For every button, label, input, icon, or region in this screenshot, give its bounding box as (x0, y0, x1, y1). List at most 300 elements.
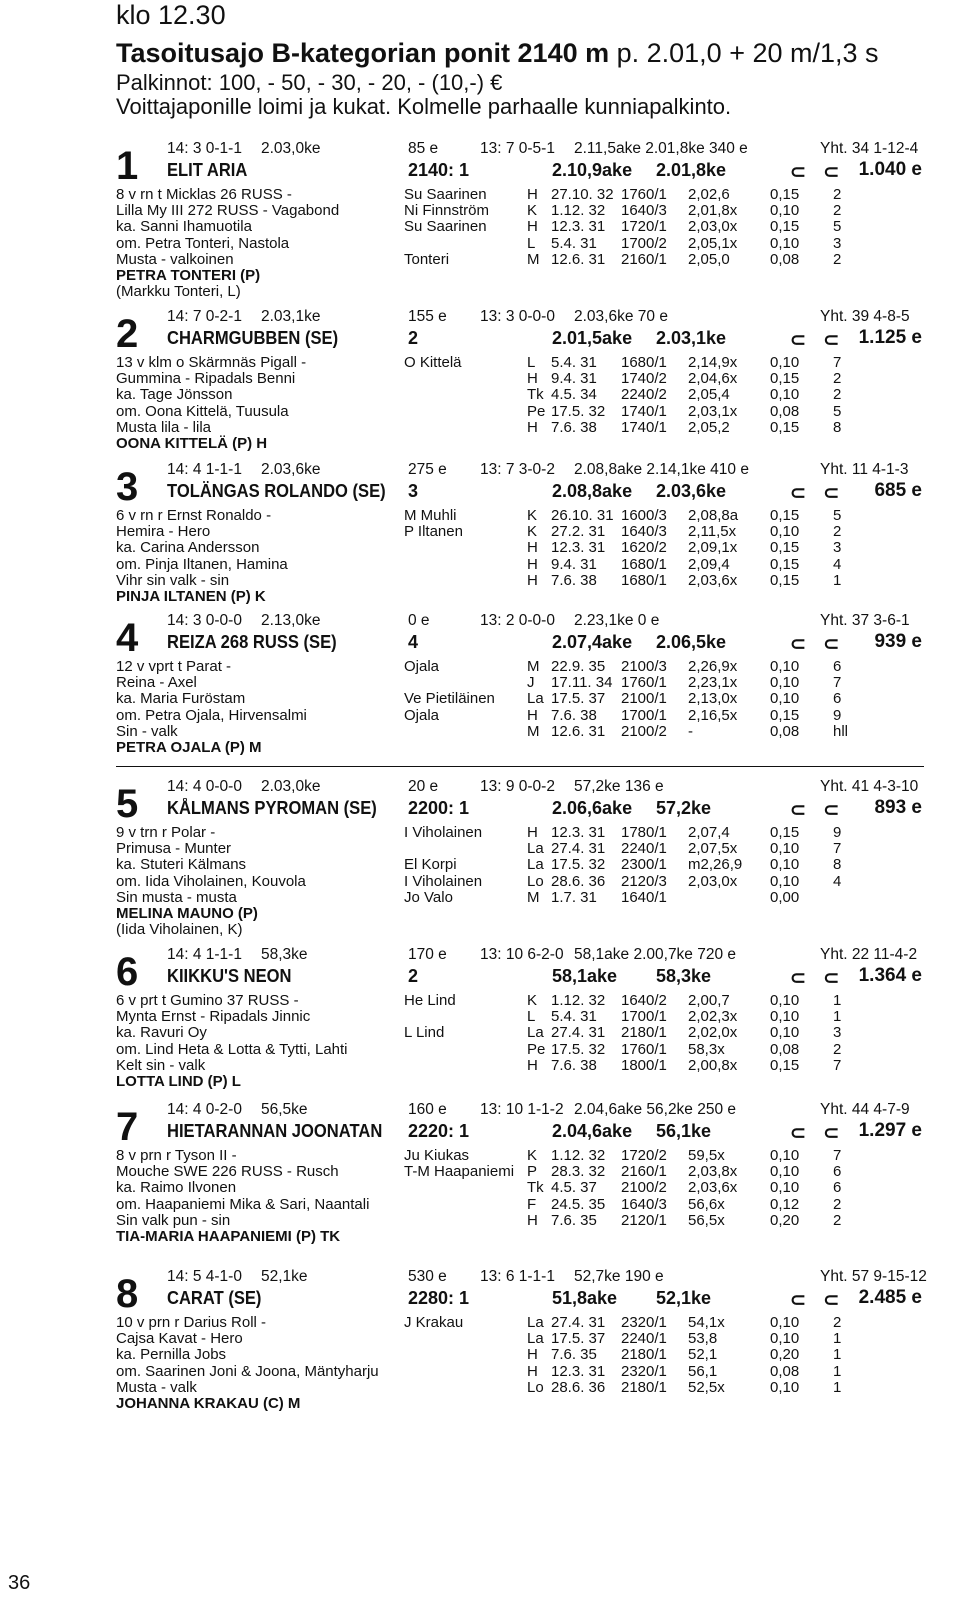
start-cell: H (527, 186, 538, 203)
horse-name: CARAT (SE) (167, 1288, 262, 1308)
table-row (116, 993, 916, 1009)
stats-field: Yht. 22 11-4-2 (820, 946, 918, 963)
table-row (116, 906, 916, 922)
handicap: 2140: 1 (408, 160, 470, 180)
start-cell: 2,00,7 (688, 992, 730, 1009)
info-cell: Gummina - Ripadals Benni (116, 370, 296, 388)
start-cell: 2,16,5x (688, 706, 738, 724)
table-row (116, 187, 916, 203)
stats-field: 52,7ke 190 e (574, 1268, 664, 1285)
start-cell: H (527, 1346, 538, 1364)
info-cell: om. Iida Viholainen, Kouvola (116, 872, 306, 890)
start-cell: 28.3. 32 (551, 1163, 606, 1181)
start-cell: 58,3x (688, 1040, 725, 1058)
stats-field: 14: 4 1-1-1 (167, 946, 242, 963)
info-cell: 10 v prn r Darius Roll - (116, 1314, 267, 1331)
start-cell: 17.5. 32 (551, 856, 606, 874)
stats-field: 2.03,6ke (261, 461, 321, 478)
start-cell: 27.2. 31 (551, 523, 606, 541)
start-cell: 2 (833, 186, 842, 203)
start-cell: H (527, 539, 538, 557)
start-cell: 27.4. 31 (551, 1314, 606, 1331)
start-cell: 2,05,1x (688, 234, 738, 252)
start-cell: 1640/2 (621, 992, 667, 1009)
start-cell: Ni Finnström (404, 202, 490, 220)
start-cell: K (527, 202, 538, 220)
start-cell: 2100/1 (621, 690, 667, 708)
start-cell: I Viholainen (404, 872, 483, 890)
start-number: 2 (116, 312, 139, 356)
info-cell: 9 v trn r Polar - (116, 824, 216, 841)
start-cell: 17.11. 34 (551, 674, 613, 692)
start-cell: 0,15 (770, 507, 800, 524)
info-cell: ka. Tage Jönsson (116, 386, 233, 404)
best-time-auto: 2.07,4ake (552, 632, 633, 652)
table-row (116, 268, 916, 284)
start-cell: 0,08 (770, 402, 800, 420)
horse-name: KIIKKU'S NEON (167, 966, 292, 986)
info-cell: ka. Maria Furöstam (116, 690, 246, 708)
info-cell: PETRA OJALA (P) M (116, 738, 262, 756)
start-cell: 0,15 (770, 706, 800, 724)
details-table (116, 659, 916, 756)
start-cell: 5.4. 31 (551, 1008, 597, 1026)
start-cell: L (527, 1008, 536, 1026)
start-cell: 12.6. 31 (551, 722, 606, 740)
info-cell: Hemira - Hero (116, 523, 211, 541)
table-row (116, 1164, 916, 1180)
stats-field: 2.13,0ke (261, 612, 321, 629)
info-cell: 8 v prn r Tyson II - (116, 1147, 237, 1164)
stats-field: 56,5ke (261, 1101, 308, 1118)
start-cell: 22.9. 35 (551, 658, 606, 675)
table-row (116, 659, 916, 675)
stats-field: 2.23,1ke 0 e (574, 612, 660, 629)
start-cell: 0,20 (770, 1211, 800, 1229)
table-row (116, 252, 916, 268)
info-cell: ka. Carina Andersson (116, 539, 260, 557)
start-cell: 2,09,1x (688, 539, 738, 557)
start-cell: 2,07,4 (688, 824, 730, 841)
start-cell: m2,26,9 (688, 856, 743, 874)
start-cell: 1.12. 32 (551, 992, 606, 1009)
handicap: 4 (408, 632, 419, 652)
earnings: 2.485 e (858, 1287, 922, 1308)
start-cell: 6 (833, 658, 842, 675)
stats-field: 57,2ke 136 e (574, 778, 664, 795)
table-row (116, 874, 916, 890)
start-cell: 12.3. 31 (551, 539, 606, 557)
start-cell: Lo (527, 872, 544, 890)
start-number: 7 (116, 1105, 139, 1149)
horse-name: TOLÄNGAS ROLANDO (SE) (167, 481, 386, 501)
start-cell: 2180/1 (621, 1346, 667, 1364)
start-number: 5 (116, 782, 139, 826)
start-cell: M (527, 722, 540, 740)
start-cell: 4.5. 37 (551, 1179, 597, 1197)
info-cell: Mynta Ernst - Ripadals Jinnic (116, 1008, 311, 1026)
start-cell: 2,08,8a (688, 507, 739, 524)
table-row (116, 219, 916, 235)
shoe-icon: ⊂ ⊂ (790, 968, 846, 989)
start-cell: La (527, 840, 544, 858)
start-cell: Tonteri (404, 250, 450, 268)
start-cell: 1 (833, 992, 842, 1009)
start-cell: 0,15 (770, 571, 800, 589)
start-cell: 0,00 (770, 888, 800, 906)
start-cell: 0,15 (770, 418, 800, 436)
start-cell: 2120/3 (621, 872, 667, 890)
stats-field: 58,1ake 2.00,7ke 720 e (574, 946, 737, 963)
start-cell: Ju Kiukas (404, 1147, 470, 1164)
start-cell: H (527, 370, 538, 388)
start-cell: K (527, 1147, 538, 1164)
stats-field: 85 e (408, 140, 439, 157)
start-cell: 2,05,4 (688, 386, 730, 404)
start-cell: 0,15 (770, 218, 800, 236)
start-cell: 0,10 (770, 992, 800, 1009)
table-row (116, 1025, 916, 1041)
start-cell: 2100/2 (621, 1179, 667, 1197)
start-cell: M (527, 250, 540, 268)
start-cell: 7.6. 35 (551, 1346, 597, 1364)
start-number: 1 (116, 144, 139, 188)
start-cell: 1760/1 (621, 674, 667, 692)
start-cell: 0,15 (770, 1056, 800, 1074)
stats-field: 13: 2 0-0-0 (480, 612, 555, 629)
start-cell: La (527, 1024, 544, 1042)
start-cell: 2,04,6x (688, 370, 738, 388)
start-cell: La (527, 856, 544, 874)
handicap: 2200: 1 (408, 798, 470, 818)
start-cell: 2,02,3x (688, 1008, 738, 1026)
start-cell: 0,10 (770, 856, 800, 874)
start-cell: 0,10 (770, 840, 800, 858)
info-cell: Primusa - Munter (116, 840, 232, 858)
start-cell: 2320/1 (621, 1362, 667, 1380)
start-cell: 6 (833, 690, 842, 708)
start-cell: 27.10. 32 (551, 186, 614, 203)
table-row (116, 724, 916, 740)
info-cell: Musta - valkoinen (116, 250, 234, 268)
stats-field: 58,3ke (261, 946, 308, 963)
start-cell: 0,10 (770, 674, 800, 692)
stats-field: 13: 7 0-5-1 (480, 140, 555, 157)
details-table (116, 187, 916, 300)
start-cell: 7 (833, 840, 842, 858)
start-cell: 2,03,1x (688, 402, 738, 420)
start-cell: 2,03,8x (688, 1163, 738, 1181)
start-cell: Pe (527, 402, 546, 420)
info-cell: Sin musta - musta (116, 888, 237, 906)
start-cell: 2,26,9x (688, 658, 738, 675)
stats-field: 275 e (408, 461, 447, 478)
start-cell: 0,10 (770, 1179, 800, 1197)
start-cell: 2,03,0x (688, 218, 738, 236)
start-cell: 52,1 (688, 1346, 718, 1364)
info-cell: Mouche SWE 226 RUSS - Rusch (116, 1163, 339, 1181)
info-cell: ka. Stuteri Kälmans (116, 856, 247, 874)
start-cell: J Krakau (404, 1314, 464, 1331)
start-cell: 7 (833, 674, 842, 692)
best-time-volt: 58,3ke (656, 966, 712, 986)
start-cell: 1.12. 32 (551, 1147, 606, 1164)
start-cell: 0,10 (770, 1024, 800, 1042)
start-cell: 7.6. 35 (551, 1211, 597, 1229)
info-cell: om. Pinja Iltanen, Hamina (116, 555, 288, 573)
table-row (116, 825, 916, 841)
start-cell: I Viholainen (404, 824, 483, 841)
stats-field: 13: 6 1-1-1 (480, 1268, 555, 1285)
stats-field: 2.11,5ake 2.01,8ke 340 e (574, 140, 748, 157)
start-cell: 1.7. 31 (551, 888, 597, 906)
table-row (116, 387, 916, 403)
info-cell: Cajsa Kavat - Hero (116, 1330, 243, 1348)
table-row (116, 890, 916, 906)
best-time-auto: 58,1ake (552, 966, 618, 986)
start-cell: 24.5. 35 (551, 1195, 606, 1213)
start-cell: 2160/1 (621, 250, 667, 268)
start-cell: 1 (833, 1008, 842, 1026)
start-cell: 17.5. 37 (551, 690, 606, 708)
stats-field: 170 e (408, 946, 447, 963)
start-cell: La (527, 690, 544, 708)
info-cell: om. Lind Heta & Lotta & Tytti, Lahti (116, 1040, 348, 1058)
start-cell: Su Saarinen (404, 186, 487, 203)
horse-name: HIETARANNAN JOONATAN (167, 1121, 383, 1141)
start-cell: 0,10 (770, 386, 800, 404)
start-cell: 1 (833, 1330, 842, 1348)
handicap: 3 (408, 481, 419, 501)
stats-field: Yht. 39 4-8-5 (820, 308, 910, 325)
info-cell: 6 v prt t Gumino 37 RUSS - (116, 992, 299, 1009)
start-cell: 3 (833, 234, 842, 252)
earnings: 893 e (874, 797, 922, 818)
info-cell: Sin valk pun - sin (116, 1211, 231, 1229)
stats-field: 14: 5 4-1-0 (167, 1268, 242, 1285)
start-cell: 1700/1 (621, 1008, 667, 1026)
table-row (116, 1197, 916, 1213)
stats-field: 2.03,0ke (261, 140, 321, 157)
info-cell: ka. Raimo Ilvonen (116, 1179, 237, 1197)
start-cell: 0,10 (770, 1378, 800, 1396)
table-row (116, 436, 916, 452)
info-cell: LOTTA LIND (P) L (116, 1072, 241, 1090)
start-cell: 7 (833, 1056, 842, 1074)
start-cell: M Muhli (404, 507, 457, 524)
table-row (116, 675, 916, 691)
start-cell: 1680/1 (621, 571, 667, 589)
stats-field: Yht. 44 4-7-9 (820, 1101, 910, 1118)
stats-field: Yht. 34 1-12-4 (820, 140, 919, 157)
info-cell: TIA-MARIA HAAPANIEMI (P) TK (116, 1227, 341, 1245)
start-cell: 1760/1 (621, 186, 667, 203)
start-cell: 2100/2 (621, 722, 667, 740)
stats-field: 13: 10 6-2-0 (480, 946, 564, 963)
start-cell: 52,5x (688, 1378, 725, 1396)
start-cell: 0,10 (770, 1330, 800, 1348)
info-cell: ka. Pernilla Jobs (116, 1346, 227, 1364)
info-cell: Reina - Axel (116, 674, 197, 692)
handicap: 2 (408, 328, 419, 348)
table-row (116, 203, 916, 219)
start-cell: H (527, 1056, 538, 1074)
best-time-auto: 2.06,6ake (552, 798, 633, 818)
start-cell: 7 (833, 1147, 842, 1164)
start-cell: 6 (833, 1179, 842, 1197)
table-row (116, 691, 916, 707)
table-row (116, 1380, 916, 1396)
start-cell: 0,10 (770, 658, 800, 675)
info-cell: ka. Sanni Ihamuotila (116, 218, 252, 236)
table-row (116, 1347, 916, 1363)
start-cell: 1640/3 (621, 1195, 667, 1213)
stats-field: 14: 3 0-0-0 (167, 612, 242, 629)
start-cell: J (527, 674, 535, 692)
start-cell: 2,14,9x (688, 354, 738, 371)
start-cell: 0,08 (770, 1040, 800, 1058)
start-cell: 2160/1 (621, 1163, 667, 1181)
start-cell: 2 (833, 1195, 842, 1213)
start-cell: 1740/1 (621, 418, 667, 436)
start-cell: 27.4. 31 (551, 840, 606, 858)
start-cell: 2,01,8x (688, 202, 738, 220)
table-row (116, 1331, 916, 1347)
info-cell: Musta - valk (116, 1378, 197, 1396)
start-cell: 4.5. 34 (551, 386, 597, 404)
start-cell: 17.5. 32 (551, 1040, 606, 1058)
shoe-icon: ⊂ ⊂ (790, 483, 846, 504)
start-cell: 17.5. 32 (551, 402, 606, 420)
earnings: 685 e (874, 480, 922, 501)
earnings: 1.125 e (858, 327, 922, 348)
start-cell: hll (833, 722, 849, 740)
start-cell: O Kittelä (404, 354, 462, 371)
start-cell: Ve Pietiläinen (404, 690, 495, 708)
details-table (116, 993, 916, 1090)
best-time-auto: 2.01,5ake (552, 328, 633, 348)
start-cell: 2,13,0x (688, 690, 738, 708)
start-cell: 0,15 (770, 370, 800, 388)
start-cell: P (527, 1163, 538, 1181)
start-cell: 2 (833, 386, 842, 404)
start-cell: 2240/1 (621, 840, 667, 858)
start-cell: H (527, 571, 538, 589)
details-table (116, 355, 916, 452)
start-cell: 0,15 (770, 824, 800, 841)
info-cell: (Iida Viholainen, K) (116, 921, 243, 939)
best-time-auto: 2.10,9ake (552, 160, 633, 180)
start-cell: 1 (833, 571, 842, 589)
start-cell: El Korpi (404, 856, 457, 874)
stats-field: Yht. 57 9-15-12 (820, 1268, 927, 1285)
start-cell: 56,5x (688, 1211, 725, 1229)
stats-field: 14: 7 0-2-1 (167, 308, 242, 325)
start-cell: 1720/2 (621, 1147, 667, 1164)
table-row (116, 1364, 916, 1380)
info-cell: 8 v rn t Micklas 26 RUSS - (116, 186, 292, 203)
table-row (116, 1229, 916, 1245)
start-cell: 56,6x (688, 1195, 725, 1213)
start-cell: 2,03,0x (688, 872, 738, 890)
start-number: 3 (116, 465, 139, 509)
start-cell: 9.4. 31 (551, 555, 597, 573)
stats-field: 530 e (408, 1268, 447, 1285)
start-cell: 1640/3 (621, 202, 667, 220)
stats-field: 2.03,1ke (261, 308, 321, 325)
info-cell: om. Haapaniemi Mika & Sari, Naantali (116, 1195, 370, 1213)
details-table (116, 508, 916, 605)
race-extra-prizes: Voittajaponille loimi ja kukat. Kolmelle parhaalle kunniapalkinto. (116, 94, 732, 119)
table-row (116, 922, 916, 938)
start-cell: H (527, 418, 538, 436)
table-row (116, 524, 916, 540)
table-row (116, 1315, 916, 1331)
start-cell: 0,10 (770, 202, 800, 220)
stats-field: 14: 3 0-1-1 (167, 140, 242, 157)
table-row (116, 589, 916, 605)
start-cell: La (527, 1330, 544, 1348)
best-time-volt: 56,1ke (656, 1121, 712, 1141)
stats-field: Yht. 11 4-1-3 (820, 461, 909, 478)
start-cell: 59,5x (688, 1147, 725, 1164)
race-title-bold: Tasoitusajo B-kategorian ponit 2140 m (116, 38, 610, 68)
table-row (116, 857, 916, 873)
start-cell: 5.4. 31 (551, 234, 597, 252)
best-time-volt: 57,2ke (656, 798, 712, 818)
race-prizes: Palkinnot: 100, - 50, - 30, - 20, - (10,-) € (116, 70, 503, 95)
start-cell: 9.4. 31 (551, 370, 597, 388)
table-row (116, 284, 916, 300)
start-cell: 0,08 (770, 1362, 800, 1380)
start-cell: 0,10 (770, 872, 800, 890)
start-cell: 0,15 (770, 186, 800, 203)
info-cell: Vihr sin valk - sin (116, 571, 230, 589)
start-cell: 54,1x (688, 1314, 725, 1331)
start-cell: F (527, 1195, 537, 1213)
start-number: 8 (116, 1272, 139, 1316)
start-cell: P Iltanen (404, 523, 463, 541)
stats-field: Yht. 37 3-6-1 (820, 612, 910, 629)
horse-name: ELIT ARIA (167, 160, 248, 180)
start-cell: K (527, 507, 538, 524)
start-cell: M (527, 658, 540, 675)
start-cell: L Lind (404, 1024, 445, 1042)
table-row (116, 557, 916, 573)
best-time-volt: 2.03,1ke (656, 328, 727, 348)
start-cell: 3 (833, 539, 842, 557)
start-cell: 2 (833, 523, 842, 541)
start-cell: 2 (833, 1314, 842, 1331)
start-cell: 7.6. 38 (551, 1056, 597, 1074)
start-cell: 4 (833, 872, 842, 890)
start-cell: L (527, 354, 536, 371)
start-cell: 1740/1 (621, 402, 667, 420)
stats-field: 14: 4 0-0-0 (167, 778, 242, 795)
start-cell: H (527, 555, 538, 573)
start-cell: Lo (527, 1378, 544, 1396)
best-time-auto: 2.08,8ake (552, 481, 633, 501)
start-cell: 2,05,2 (688, 418, 730, 436)
start-cell: 2 (833, 1211, 842, 1229)
start-cell: 2 (833, 370, 842, 388)
start-cell: 0,08 (770, 250, 800, 268)
start-cell: K (527, 992, 538, 1009)
start-cell: Su Saarinen (404, 218, 487, 236)
start-cell: 7.6. 38 (551, 571, 597, 589)
info-cell: 13 v klm o Skärmnäs Pigall - (116, 354, 307, 371)
info-cell: ka. Ravuri Oy (116, 1024, 207, 1042)
